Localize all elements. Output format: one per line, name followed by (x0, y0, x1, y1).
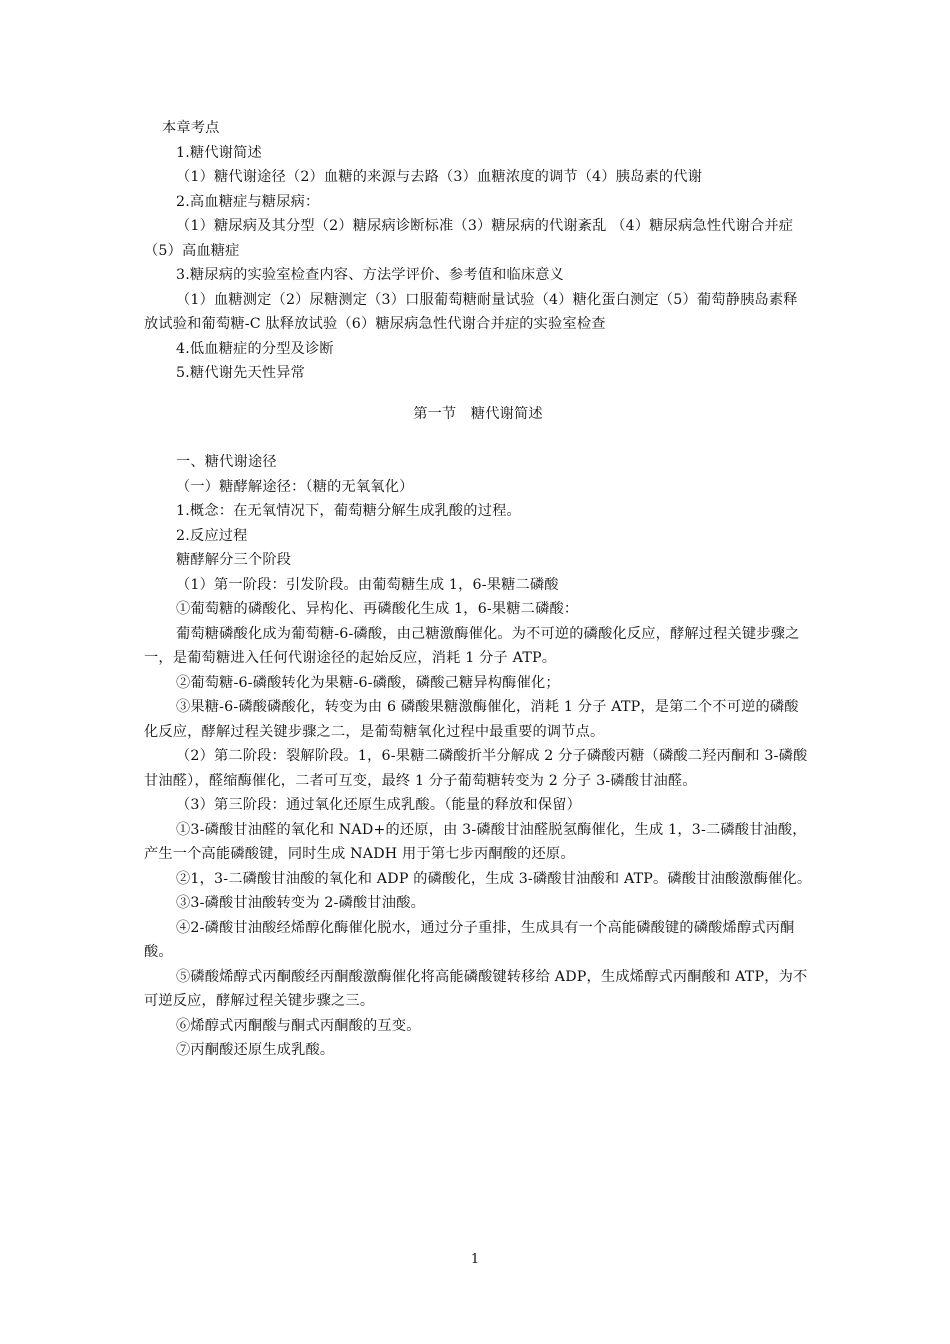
paragraph: （3）第三阶段：通过氧化还原生成乳酸。（能量的释放和保留） (176, 797, 581, 813)
toc-item-title: 3.糖尿病的实验室检查内容、方法学评价、参考值和临床意义 (176, 267, 565, 283)
paragraph: ④2-磷酸甘油酸经烯醇化酶催化脱水，通过分子重排，生成具有一个高能磷酸键的磷酸烯醇式丙酮酸。 (144, 919, 795, 960)
paragraph: 一、糖代谢途径 (176, 454, 277, 470)
paragraph: 葡萄糖磷酸化成为葡萄糖-6-磷酸，由己糖激酶催化。为不可逆的磷酸化反应，酵解过程关键步骤之一，是葡萄糖进入任何代谢途径的起始反应，消耗 1 分子 ATP。 (144, 625, 800, 666)
paragraph: 1.概念：在无氧情况下，葡萄糖分解生成乳酸的过程。 (176, 503, 521, 519)
paragraph: ②1，3-二磷酸甘油酸的氧化和 ADP 的磷酸化，生成 3-磷酸甘油酸和 ATP。磷酸甘油酸激酶催化。 (176, 870, 812, 887)
toc-item-detail: （1）糖尿病及其分型（2）糖尿病诊断标准（3）糖尿病的代谢紊乱 （4）糖尿病急性代谢合并症 （5）高血糖症 (144, 218, 794, 259)
toc-item-detail: （1）血糖测定（2）尿糖测定（3）口服葡萄糖耐量试验（4）糖化蛋白测定（5）葡萄静胰岛素释放试验和葡萄糖-C 肽释放试验（6）糖尿病急性代谢合并症的实验室检查 (144, 291, 798, 332)
paragraph: ⑦丙酮酸还原生成乳酸。 (176, 1042, 335, 1058)
paragraph: 糖酵解分三个阶段 (176, 552, 292, 568)
paragraph: ③果糖-6-磷酸磷酸化，转变为由 6 磷酸果糖激酶催化，消耗 1 分子 ATP，是第二个不可逆的磷酸化反应，酵解过程关键步骤之二，是葡萄糖氧化过程中最重要的调节点。 (144, 699, 799, 740)
paragraph: （一）糖酵解途径：（糖的无氧氧化） (176, 478, 414, 495)
paragraph: ⑥烯醇式丙酮酸与酮式丙酮酸的互变。 (176, 1017, 421, 1034)
toc-item-title: 2.高血糖症与糖尿病： (176, 193, 320, 210)
toc-heading: 本章考点 (162, 120, 220, 136)
paragraph: ③3-磷酸甘油酸转变为 2-磷酸甘油酸。 (176, 895, 425, 911)
toc-item-detail: （1）糖代谢途径（2）血糖的来源与去路（3）血糖浓度的调节（4）胰岛素的代谢 (176, 169, 703, 185)
paragraph: （1）第一阶段：引发阶段。由葡萄糖生成 1，6-果糖二磷酸 (176, 576, 559, 593)
paragraph: ⑤磷酸烯醇式丙酮酸经丙酮酸激酶催化将高能磷酸键转移给 ADP，生成烯醇式丙酮酸和 ATP，为不可逆反应，酵解过程关键步骤之三。 (144, 968, 808, 1009)
toc-item-title: 4.低血糖症的分型及诊断 (176, 340, 334, 357)
paragraph: 2.反应过程 (176, 527, 248, 544)
paragraph: （2）第二阶段：裂解阶段。1，6-果糖二磷酸折半分解成 2 分子磷酸丙糖（磷酸二羟丙酮和 3-磷酸甘油醛），醛缩酶催化，二者可互变，最终 1 分子葡萄糖转变为 2 分子 3-磷酸甘油醛。 (144, 748, 808, 789)
document-body (144, 116, 812, 1063)
paragraph: ①葡萄糖的磷酸化、异构化、再磷酸化生成 1，6-果糖二磷酸： (176, 601, 579, 617)
paragraph: ①3-磷酸甘油醛的氧化和 NAD+的还原，由 3-磷酸甘油醛脱氢酶催化，生成 1，3-二磷酸甘油酸，产生一个高能磷酸键，同时生成 NADH 用于第七步丙酮酸的还原。 (144, 821, 807, 862)
section-title: 第一节 糖代谢简述 (413, 405, 543, 422)
toc-item-title: 5.糖代谢先天性异常 (176, 365, 306, 381)
page-number: 1 (470, 1252, 480, 1267)
toc-item-title: 1.糖代谢简述 (176, 144, 262, 161)
paragraph: ②葡萄糖-6-磷酸转化为果糖-6-磷酸，磷酸己糖异构酶催化； (176, 674, 560, 691)
